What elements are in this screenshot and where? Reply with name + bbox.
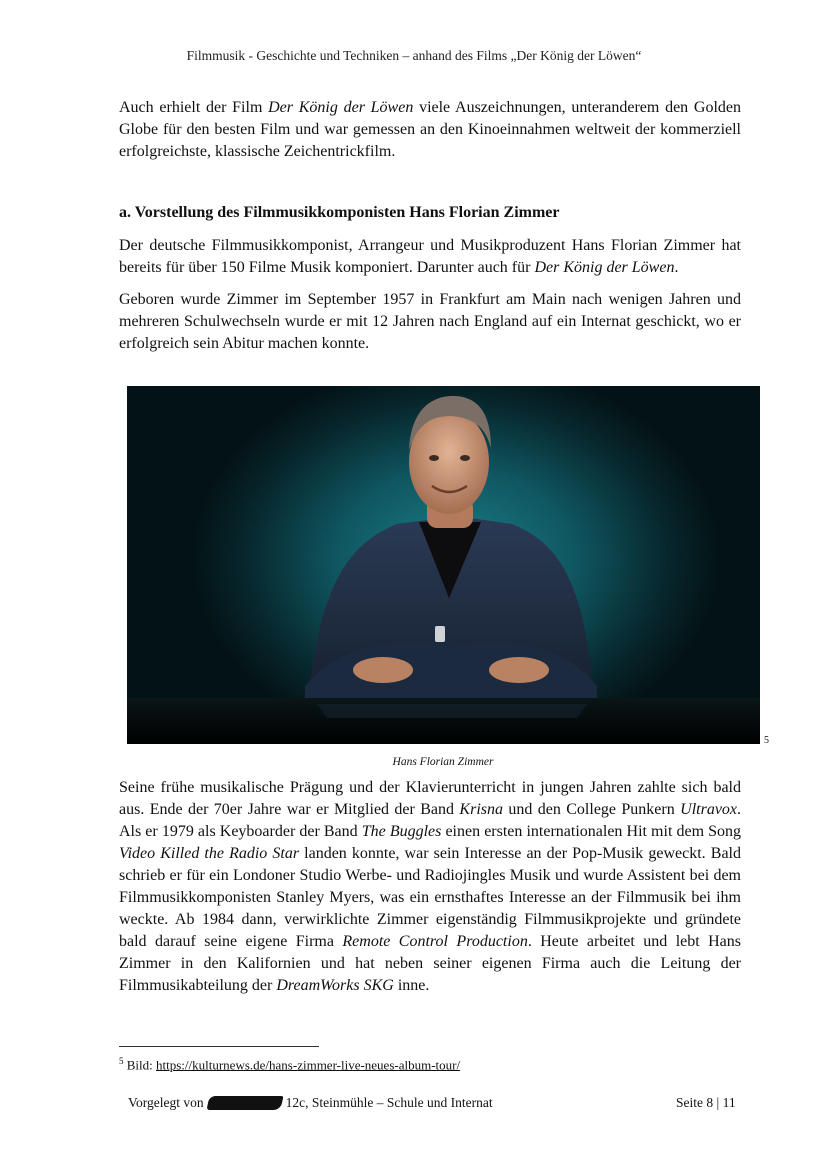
biography-paragraph xyxy=(119,777,741,997)
bio-text-5: landen konnte, war sein Interesse an der Pop-Musik geweckt. Bald schrieb er für ein Londoner Studio Werbe- und Radiojingles Musik und wurde Assistent bei dem Filmmusikkomponisten Stanley Myers, was ein ernsthaftes Interesse an der Filmmusik bei ihm weckte. Ab 1984 dann, verwirklichte Zimmer eigenständig Filmmusikprojekte und gründete bald darauf seine eigene Firma xyxy=(119,845,741,950)
bio-band-krisna: Krisna xyxy=(459,801,503,818)
intro-text-2: viele Auszeichnungen, unteranderem den Golden Globe für den besten Film und war gemessen an den Kinoeinnahmen weltweit der kommerziell erfolgreichste, klassische Zeichentrickfilm. xyxy=(119,99,741,160)
bio-song-title: Video Killed the Radio Star xyxy=(119,845,300,862)
bio-company-name: Remote Control Production xyxy=(342,933,528,950)
section-p1-film-title: Der König der Löwen xyxy=(534,259,675,276)
footnote-link[interactable]: https://kulturnews.de/hans-zimmer-live-neues-album-tour/ xyxy=(156,1057,461,1073)
bio-text-6: . Heute arbeitet und lebt Hans Zimmer in den Kalifornien und hat neben seiner eigenen Firma auch die Leitung der Filmmusikabteilung der xyxy=(119,933,742,994)
footnote-divider xyxy=(119,1046,319,1047)
redacted-name xyxy=(206,1096,283,1110)
footer-author-prefix: Vorgelegt von xyxy=(128,1095,204,1110)
figure-footnote-marker: 5 xyxy=(764,735,769,746)
section-heading: a. Vorstellung des Filmmusikkomponisten Hans Florian Zimmer xyxy=(119,204,560,221)
page-number: Seite 8 | 11 xyxy=(676,1095,736,1110)
footnote xyxy=(119,1056,460,1073)
footer-left xyxy=(128,1095,493,1111)
figure-caption: Hans Florian Zimmer xyxy=(392,756,494,768)
footnote-number: 5 xyxy=(119,1056,124,1066)
portrait-illustration xyxy=(127,386,760,744)
bio-text-1: Seine frühe musikalische Prägung und der Klavierunterricht in jungen Jahren zahlte sich bald aus. Ende der 70er Jahre war er Mitglied der Band xyxy=(119,779,741,818)
bio-text-3: . Als er 1979 als Keyboarder der Band xyxy=(119,801,742,840)
intro-text-1: Auch erhielt der Film xyxy=(119,99,269,116)
bio-text-7: inne. xyxy=(393,977,430,994)
footer-author-suffix: 12c, Steinmühle – Schule und Internat xyxy=(285,1095,493,1110)
bio-band-buggles: The Buggles xyxy=(361,823,442,840)
section-p1-text-a: Der deutsche Filmmusikkomponist, Arrangeur und Musikproduzent Hans Florian Zimmer hat bereits für über 150 Filme Musik komponiert. Darunter auch für xyxy=(119,237,741,276)
running-header: Filmmusik - Geschichte und Techniken – anhand des Films „Der König der Löwen“ xyxy=(186,48,642,63)
bio-studio-name: DreamWorks SKG xyxy=(276,977,394,994)
bio-band-ultravox: Ultravox xyxy=(680,801,738,818)
section-p1-text-b: . xyxy=(674,259,679,276)
footnote-label: Bild: xyxy=(123,1057,157,1073)
section-paragraph-1 xyxy=(119,235,741,279)
intro-paragraph xyxy=(119,97,741,163)
bio-text-4: einen ersten internationalen Hit mit dem Song xyxy=(441,823,741,840)
section-paragraph-2: Geboren wurde Zimmer im September 1957 in Frankfurt am Main nach wenigen Jahren und mehreren Schulwechseln wurde er mit 12 Jahren nach England auf ein Internat geschickt, wo er erfolgreich sein Abitur machen konnte. xyxy=(119,291,741,352)
bio-text-2: und den College Punkern xyxy=(503,801,681,818)
portrait-image xyxy=(127,386,760,744)
intro-film-title: Der König der Löwen xyxy=(268,99,414,116)
